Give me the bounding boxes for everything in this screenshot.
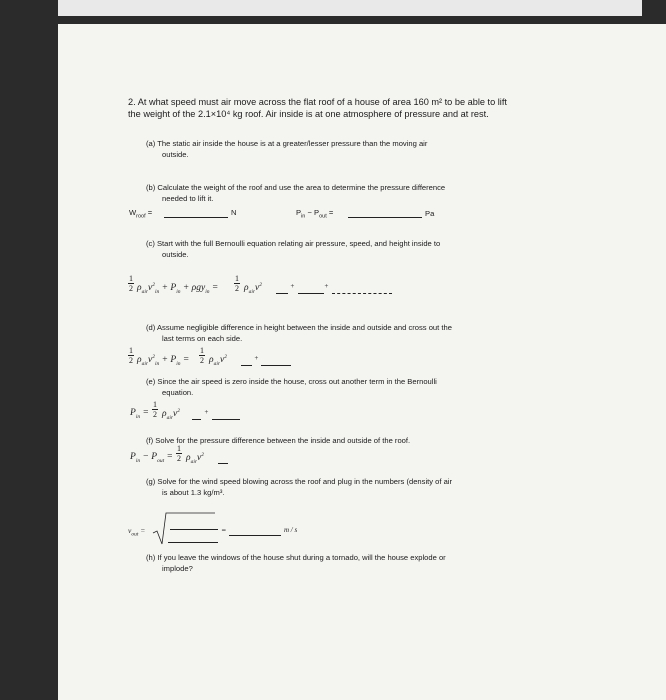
equals-sign: = — [211, 283, 219, 294]
squared: 2 — [201, 452, 204, 458]
fraction-numerator: 1 — [200, 346, 204, 355]
part-b-line-1: (b) Calculate the weight of the roof and use the area to determine the pressure difference — [146, 183, 446, 192]
squared: 2 — [152, 282, 155, 288]
p-symbol: P — [151, 452, 158, 462]
in-subscript: in — [154, 361, 160, 368]
bernoulli-full-right-side — [244, 282, 262, 295]
air-subscript: air — [248, 289, 255, 296]
in-subscript: in — [176, 361, 181, 368]
fraction-numerator: 1 — [129, 346, 133, 355]
bernoulli-full-left-side — [137, 282, 218, 295]
half-fraction-d-right — [199, 346, 205, 365]
rho-symbol: ρ — [186, 453, 191, 464]
in-subscript: in — [176, 289, 181, 296]
bernoulli-d-right-side — [209, 354, 227, 367]
fraction-denominator: 2 — [177, 454, 181, 463]
squared: 2 — [259, 282, 262, 288]
bernoulli-d-left-side — [137, 354, 189, 367]
part-d-line-2: last terms on each side. — [162, 334, 243, 343]
part-h-line-2: implode? — [162, 564, 193, 573]
equals-sign: = — [140, 526, 146, 535]
wind-speed-answer-blank[interactable] — [229, 535, 281, 536]
v-symbol: v — [147, 355, 153, 366]
out-subscript: out — [131, 531, 139, 538]
air-subscript: air — [141, 361, 148, 368]
part-h-line-1: (h) If you leave the windows of the house shut during a tornado, will the house explode or — [146, 553, 446, 562]
fraction-denominator: 2 — [200, 356, 204, 365]
bernoulli-e-left-side — [130, 408, 149, 420]
squared: 2 — [152, 354, 155, 360]
rho-symbol: ρ — [162, 409, 167, 420]
part-a-line-2: outside. — [162, 150, 189, 159]
equals-sign: = — [166, 452, 173, 462]
plus-sign: + — [204, 408, 209, 416]
air-subscript: air — [166, 415, 173, 422]
equals-sign: = — [221, 526, 227, 535]
rho-symbol: ρ — [244, 283, 249, 294]
pressure-diff-blank[interactable] — [218, 463, 228, 464]
rho-g-y: ρgy — [191, 283, 206, 294]
rho-symbol: ρ — [209, 355, 214, 366]
fraction-denominator: 2 — [129, 356, 133, 365]
v-symbol: v — [196, 453, 202, 464]
half-fraction-d-left — [128, 346, 134, 365]
fraction-numerator: 1 — [153, 400, 157, 409]
bernoulli-c-blank-2[interactable] — [298, 293, 324, 294]
air-subscript: air — [141, 289, 148, 296]
p-minus: − — [307, 208, 312, 217]
fraction-denominator: 2 — [153, 410, 157, 419]
part-a-line-1: (a) The static air inside the house is at a greater/lesser pressure than the moving air — [146, 139, 428, 148]
part-g-line-2: is about 1.3 kg/m³. — [162, 488, 225, 497]
part-e-line-1: (e) Since the air speed is zero inside the house, cross out another term in the Bernoulli — [146, 377, 437, 386]
bernoulli-d-blank-2[interactable] — [261, 365, 291, 366]
sqrt-numerator-blank[interactable] — [170, 529, 218, 530]
bernoulli-e-right-side — [162, 408, 180, 421]
w-subscript: roof — [136, 213, 146, 220]
v-symbol: v — [128, 526, 132, 535]
fraction-numerator: 1 — [235, 274, 239, 283]
equals-sign: = — [142, 408, 149, 418]
half-fraction-e — [152, 400, 158, 419]
w-roof-label — [129, 207, 152, 223]
pressure-diff-answer-blank[interactable] — [348, 217, 422, 218]
p-out-subscript: out — [319, 213, 327, 220]
sqrt-denominator-blank[interactable] — [168, 542, 218, 543]
plus-sign: + — [254, 354, 259, 362]
plus-sign: + — [161, 283, 169, 294]
v-symbol: v — [172, 409, 178, 420]
wind-speed-unit: m / s — [284, 526, 298, 534]
bernoulli-e-blank-1[interactable] — [192, 419, 201, 420]
v-symbol: v — [219, 355, 225, 366]
w-roof-unit: N — [231, 208, 237, 217]
rho-symbol: ρ — [137, 283, 142, 294]
fraction-numerator: 1 — [177, 444, 181, 453]
bernoulli-e-blank-2[interactable] — [212, 419, 240, 420]
plus-sign: + — [182, 283, 190, 294]
part-g-line-1: (g) Solve for the wind speed blowing across the roof and plug in the numbers (density of air — [146, 477, 453, 486]
half-fraction-c-left — [128, 274, 134, 293]
pressure-diff-unit: Pa — [425, 209, 435, 218]
pressure-diff-label — [296, 207, 333, 223]
air-subscript: air — [213, 361, 220, 368]
p-symbol: P — [170, 355, 177, 366]
fraction-numerator: 1 — [129, 274, 133, 283]
plus-sign: + — [290, 282, 295, 290]
problem-line-2: the weight of the 2.1×10⁴ kg roof. Air inside is at one atmosphere of pressure and at rest. — [128, 109, 489, 119]
fraction-denominator: 2 — [129, 284, 133, 293]
squared: 2 — [177, 408, 180, 414]
problem-line-1: 2. At what speed must air move across the flat roof of a house of area 160 m² to be able to lift — [128, 97, 507, 107]
minus-sign: − — [142, 452, 149, 462]
part-c-line-2: outside. — [162, 250, 189, 259]
pressure-diff-right-side — [186, 452, 204, 465]
part-e-line-2: equation. — [162, 388, 194, 397]
in-subscript: in — [154, 289, 160, 296]
w-equals: = — [147, 208, 153, 217]
half-fraction-c-right — [234, 274, 240, 293]
part-d-line-1: (d) Assume negligible difference in height between the inside and outside and cross out the — [146, 323, 452, 332]
worksheet-page — [58, 24, 666, 700]
p-in-subscript: in — [301, 213, 306, 220]
bernoulli-c-blank-1[interactable] — [276, 293, 288, 294]
bernoulli-d-blank-1[interactable] — [241, 365, 252, 366]
plus-sign: + — [161, 355, 169, 366]
v-out-label — [128, 526, 145, 538]
in-subscript: in — [135, 413, 141, 420]
plus-sign: + — [324, 282, 329, 290]
w-symbol: W — [129, 208, 137, 217]
p-out-symbol: P — [314, 208, 320, 217]
squared: 2 — [224, 354, 227, 360]
p-equals: = — [328, 208, 334, 217]
equals-sign: = — [182, 355, 190, 366]
out-subscript: out — [157, 457, 165, 464]
top-bar — [58, 0, 642, 16]
bernoulli-c-blank-3[interactable] — [332, 293, 392, 294]
p-symbol: P — [130, 452, 136, 462]
v-symbol: v — [254, 283, 260, 294]
v-symbol: v — [147, 283, 153, 294]
p-in-symbol: P — [296, 208, 302, 217]
pressure-diff-equation — [130, 452, 173, 464]
air-subscript: air — [190, 459, 197, 466]
fraction-denominator: 2 — [235, 284, 239, 293]
part-c-line-1: (c) Start with the full Bernoulli equation relating air pressure, speed, and height inside to — [146, 239, 441, 248]
p-symbol: P — [130, 408, 136, 418]
part-b-line-2: needed to lift it. — [162, 194, 214, 203]
rho-symbol: ρ — [137, 355, 142, 366]
half-fraction-f — [176, 444, 182, 463]
in-subscript: in — [205, 289, 210, 296]
in-subscript: in — [135, 457, 141, 464]
square-root-sign — [153, 511, 217, 545]
w-roof-answer-blank[interactable] — [164, 217, 228, 218]
part-f-line-1: (f) Solve for the pressure difference between the inside and outside of the roof. — [146, 436, 411, 445]
p-symbol: P — [170, 283, 177, 294]
